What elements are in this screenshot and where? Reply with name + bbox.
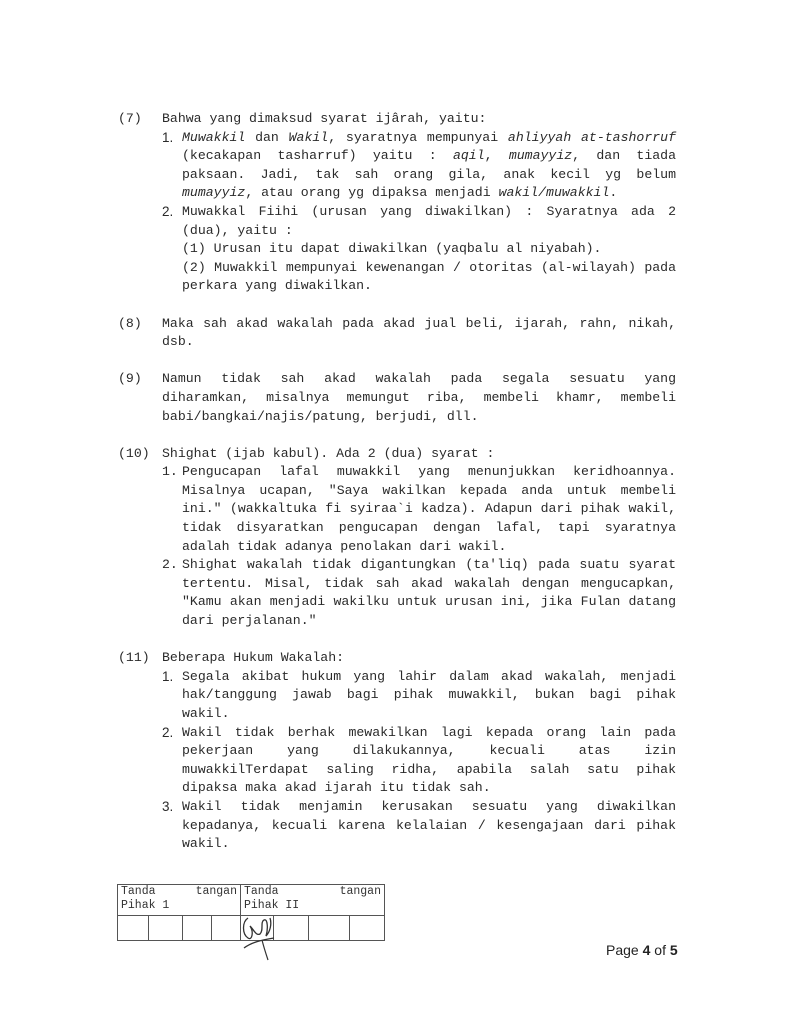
item-number: 3. [162,798,174,814]
page-of: of [650,942,670,958]
party-2-header [241,885,385,916]
item-text: Wakil tidak berhak mewakilkan lagi kepada orang lain pada pekerjaan yang dilakukannya, kecuali atas izin muwakkilTerdapat saling ridha, apabila salah satu pihak dipaksa maka akad ijarah itu tidak sah. [182,724,676,796]
section-11 [118,649,676,854]
list-item [162,556,676,630]
signature-cell [309,916,350,941]
page-number [606,942,678,958]
section-number: (9) [118,371,142,387]
italic-term: mumayyiz [508,148,573,164]
list-item [162,203,676,296]
italic-term: Wakil [288,129,329,145]
text-run: , syaratnya mempunyai [328,129,508,145]
section-8 [118,315,676,352]
section-title: Beberapa Hukum Wakalah: [162,650,345,666]
italic-term: aqil [452,148,485,164]
italic-term: ahliyyah at-tashorruf [507,129,676,145]
section-7 [118,110,676,296]
text-run: , [484,148,509,164]
signature-cell [350,916,385,941]
label-word: Tanda [121,885,156,898]
party-label: Pihak 1 [121,899,170,912]
document-body [118,110,676,854]
page-prefix: Page [606,942,643,958]
item-text: Muwakkal Fiihi (urusan yang diwakilkan) : Syaratnya ada 2 (dua), yaitu : [182,203,676,238]
section-text: Namun tidak sah akad wakalah pada segala sesuatu yang diharamkan, misalnya memungut riba, membeli khamr, membeli babi/bangkai/najis/patung, berjudi, dll. [162,371,676,424]
total-pages: 5 [669,942,678,958]
text-run: , dan tiada paksaan. Jadi, tak sah orang gila, anak kecil yg belum [182,148,676,182]
list-item [162,129,676,203]
section-9 [118,370,676,426]
label-word: Tanda [244,885,279,898]
sub-item: (2) Muwakkil mempunyai kewenangan / otoritas (al-wilayah) pada perkara yang diwakilkan. [182,259,676,294]
current-page: 4 [642,942,651,958]
text-run: . [609,185,618,201]
list-item [162,668,676,724]
section-number: (8) [118,315,142,331]
item-number: 2. [162,557,178,573]
text-run: (kecakapan tasharruf) yaitu : [182,148,453,164]
list-item [162,724,676,798]
list-item [162,798,676,854]
section-number: (7) [118,111,142,126]
section-number: (10) [118,445,150,461]
item-text: Shighat wakalah tidak digantungkan (ta'liq) pada suatu syarat tertentu. Misal, tidak sah akad wakalah dengan mengucapkan, "Kamu akan menjadi wakilku untuk urusan ini, jika Fulan datang dari perjalanan." [182,557,676,629]
handwritten-signature [238,912,288,962]
section-title: Bahwa yang dimaksud syarat ijârah, yaitu: [162,111,487,126]
section-title: Shighat (ijab kabul). Ada 2 (dua) syarat : [162,445,495,461]
party-1-header [118,885,241,916]
item-number: 2. [162,724,174,740]
label-word: tangan [339,885,381,898]
text-run: dan [245,129,289,145]
italic-term: mumayyiz [182,185,246,201]
signature-cell [212,916,241,941]
italic-term: Muwakkil [182,129,246,145]
item-number: 1. [162,129,174,145]
item-number: 1. [162,668,174,684]
party-label: Pihak II [244,899,300,912]
section-text: Maka sah akad wakalah pada akad jual beli, ijarah, rahn, nikah, dsb. [162,315,676,350]
item-text: Wakil tidak menjamin kerusakan sesuatu yang diwakilkan kepadanya, kecuali karena kelalaian / kesengajaan dari pihak wakil. [182,798,676,852]
italic-term: wakil/muwakkil [498,185,610,201]
item-text [182,129,676,203]
section-number: (11) [118,650,150,666]
item-number: 1. [162,464,178,480]
list-item [162,463,676,556]
item-text: Segala akibat hukum yang lahir dalam akad wakalah, menjadi hak/tanggung jawab bagi pihak muwakkil, bukan bagi pihak wakil. [182,668,676,721]
label-word: tangan [195,885,237,898]
signature-cell [149,916,183,941]
item-text: Pengucapan lafal muwakkil yang menunjukkan keridhoannya. Misalnya ucapan, "Saya wakilkan kepada anda untuk membeli ini." (wakkaltuka fi syiraa`i kadza). Adapun dari pihak wakil, tidak disyaratkan pengucapan dengan lafal, tapi syaratnya adalah tidak adanya penolakan dari wakil. [182,464,676,554]
signature-cell [118,916,149,941]
signature-cell [183,916,212,941]
sub-item: (1) Urusan itu dapat diwakilkan (yaqbalu al niyabah). [182,241,602,257]
section-10 [118,445,676,631]
text-run: , atau orang yg dipaksa menjadi [245,185,499,201]
item-number: 2. [162,203,174,219]
